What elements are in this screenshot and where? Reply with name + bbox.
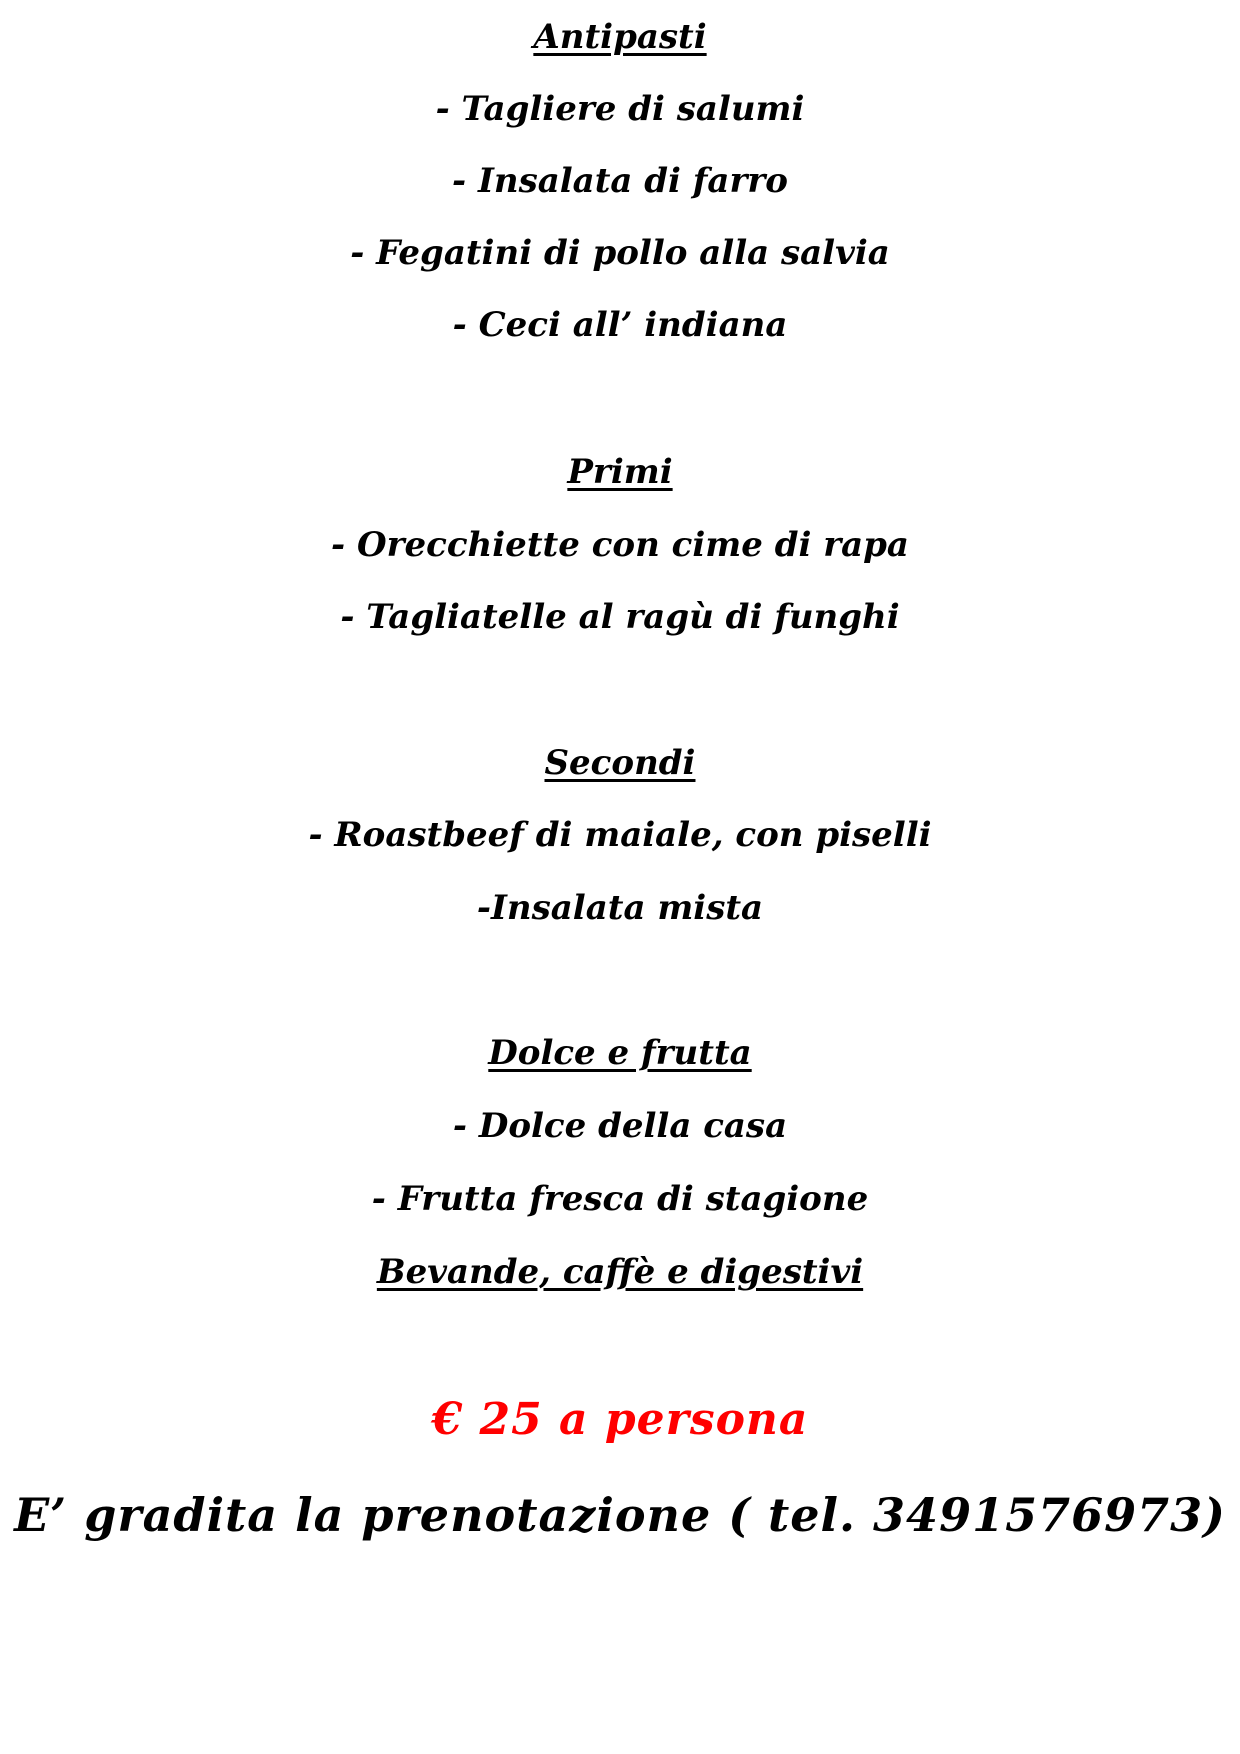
section-heading-primi: Primi: [567, 452, 673, 492]
menu-item: - Insalata di farro: [452, 161, 788, 201]
menu-item: - Roastbeef di maiale, con piselli: [308, 815, 932, 855]
menu-item: - Tagliere di salumi: [435, 89, 805, 129]
menu-item: - Fegatini di pollo alla salvia: [350, 233, 890, 273]
section-heading-antipasti: Antipasti: [533, 17, 707, 57]
price-text: € 25 a persona: [431, 1394, 809, 1445]
menu-item: -Insalata mista: [476, 888, 764, 928]
menu-item: - Frutta fresca di stagione: [371, 1179, 869, 1219]
menu-item: - Tagliatelle al ragù di funghi: [340, 597, 900, 637]
drinks-heading: Bevande, caffè e digestivi: [376, 1252, 864, 1292]
section-heading-dolce-e-frutta: Dolce e frutta: [488, 1033, 752, 1073]
menu-item: - Dolce della casa: [452, 1106, 788, 1146]
section-heading-secondi: Secondi: [544, 743, 696, 783]
menu-item: - Ceci all’ indiana: [452, 305, 788, 345]
booking-text: E’ gradita la prenotazione ( tel. 3491576973): [14, 1488, 1226, 1542]
menu-item: - Orecchiette con cime di rapa: [331, 525, 909, 565]
